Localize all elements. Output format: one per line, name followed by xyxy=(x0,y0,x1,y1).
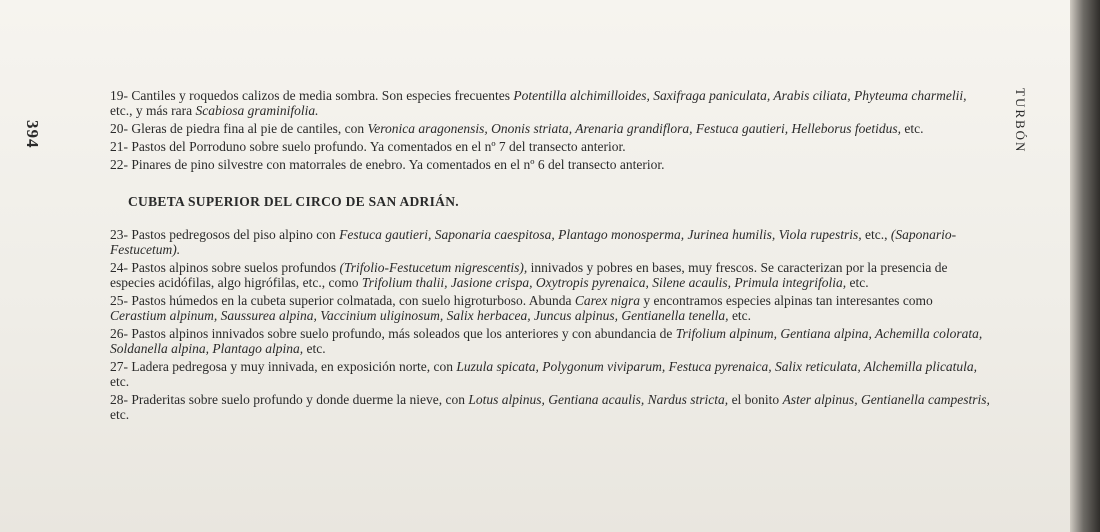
entries-bottom xyxy=(110,227,990,422)
entry-text: Pastos alpinos innivados sobre suelo profundo, más soleados que los anteriores y con abundancia de xyxy=(131,326,673,341)
entry-tail2: etc. xyxy=(731,308,752,323)
entry-19 xyxy=(110,88,990,118)
entry-tail: el bonito xyxy=(731,392,780,407)
entry-num: 21- xyxy=(110,139,128,154)
entry-num: 19- xyxy=(110,88,128,103)
entry-species2: Aster alpinus, Gentianella campestris, xyxy=(782,392,990,407)
entry-text: Gleras de piedra fina al pie de cantiles, con xyxy=(131,121,365,136)
page-edge-shadow xyxy=(1070,0,1100,532)
entry-tail: etc. xyxy=(904,121,924,136)
entry-21 xyxy=(110,139,990,154)
entry-num: 26- xyxy=(110,326,128,341)
entry-num: 28- xyxy=(110,392,128,407)
entry-tail: etc. xyxy=(306,341,326,356)
entry-species: Veronica aragonensis, Ononis striata, Arenaria grandiflora, Festuca gautieri, Helleborus foetidus, xyxy=(367,121,902,136)
entry-text: Pinares de pino silvestre con matorrales de enebro. Ya comentados en el nº 6 del transecto anterior. xyxy=(131,157,665,172)
entry-text: Pastos pedregosos del piso alpino con xyxy=(131,227,336,242)
entry-num: 23- xyxy=(110,227,128,242)
entry-tail: innivados y pobres en bases, muy frescos. Se caracterizan por la presencia de especies acidófilas, algo higrófilas, etc., como xyxy=(110,260,948,290)
entry-tail: etc., y más rara xyxy=(110,103,193,118)
entry-24 xyxy=(110,260,990,290)
entries-top xyxy=(110,88,990,172)
entry-species: (Trifolio-Festucetum nigrescentis), xyxy=(339,260,528,275)
entry-tail: y encontramos especies alpinas tan interesantes como xyxy=(643,293,933,308)
entry-tail2: etc. xyxy=(110,407,130,422)
entry-species: Trifolium alpinum, Gentiana alpina, Achemilla colorata, Soldanella alpina, Plantago alpina, xyxy=(110,326,983,356)
entry-tail: etc., xyxy=(864,227,888,242)
entry-num: 20- xyxy=(110,121,128,136)
section-heading: CUBETA SUPERIOR DEL CIRCO DE SAN ADRIÁN. xyxy=(128,194,459,209)
entry-num: 27- xyxy=(110,359,128,374)
entry-text: Pastos del Porroduno sobre suelo profundo. Ya comentados en el nº 7 del transecto anterior. xyxy=(131,139,626,154)
entry-species: Lotus alpinus, Gentiana acaulis, Nardus stricta, xyxy=(468,392,729,407)
entry-22 xyxy=(110,157,990,172)
entry-species2: Trifolium thalii, Jasione crispa, Oxytropis pyrenaica, Silene acaulis, Primula integrifolia, xyxy=(361,275,847,290)
running-head: TURBÓN xyxy=(1013,88,1028,154)
entry-text: Ladera pedregosa y muy innivada, en exposición norte, con xyxy=(131,359,454,374)
entry-num: 24- xyxy=(110,260,128,275)
entry-species2: Scabiosa graminifolia. xyxy=(195,103,319,118)
entry-27 xyxy=(110,359,990,389)
entry-text: Cantiles y roquedos calizos de media sombra. Son especies frecuentes xyxy=(131,88,511,103)
entry-text: Praderitas sobre suelo profundo y donde duerme la nieve, con xyxy=(131,392,466,407)
entry-num: 25- xyxy=(110,293,128,308)
page-number: 394 xyxy=(23,120,42,149)
entry-species2: (Saponario-Festucetum). xyxy=(110,227,957,257)
entry-text: Pastos alpinos sobre suelos profundos xyxy=(131,260,337,275)
entry-28 xyxy=(110,392,990,422)
entry-species: Carex nigra xyxy=(574,293,641,308)
entry-tail2: etc. xyxy=(849,275,869,290)
entry-species: Luzula spicata, Polygonum viviparum, Festuca pyrenaica, Salix reticulata, Alchemilla plicatula, xyxy=(456,359,978,374)
entry-tail: etc. xyxy=(110,374,130,389)
document-body xyxy=(110,88,990,425)
entry-26 xyxy=(110,326,990,356)
entry-23 xyxy=(110,227,990,257)
entry-species2: Cerastium alpinum, Saussurea alpina, Vaccinium uliginosum, Salix herbacea, Juncus alpinus, Gentianella tenella, xyxy=(110,308,729,323)
entry-species: Potentilla alchimilloides, Saxifraga paniculata, Arabis ciliata, Phyteuma charmelii, xyxy=(513,88,967,103)
entry-20 xyxy=(110,121,990,136)
entry-25 xyxy=(110,293,990,323)
entry-species: Festuca gautieri, Saponaria caespitosa, Plantago monosperma, Jurinea humilis, Viola rupestris, xyxy=(339,227,862,242)
entry-num: 22- xyxy=(110,157,128,172)
entry-text: Pastos húmedos en la cubeta superior colmatada, con suelo higroturboso. Abunda xyxy=(131,293,572,308)
